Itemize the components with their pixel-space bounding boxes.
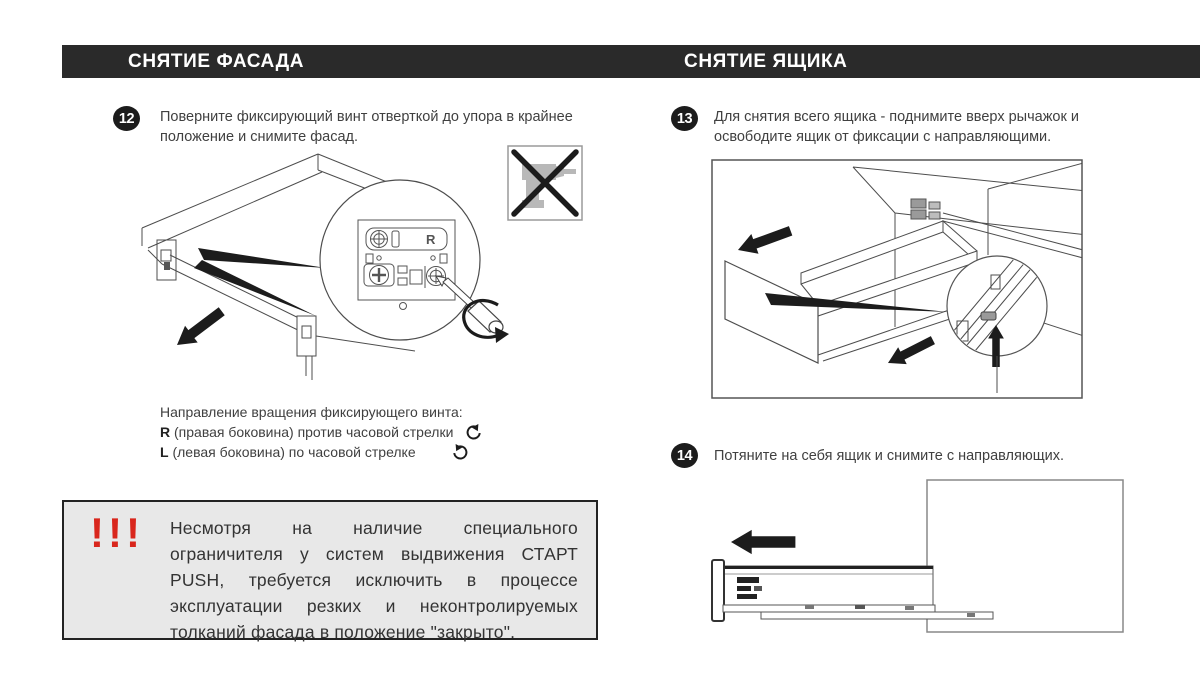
ccw-rotation-icon	[463, 423, 482, 442]
detail-r-label: R	[426, 232, 436, 247]
cw-rotation-icon	[452, 443, 471, 462]
step-14-number: 14	[676, 447, 693, 464]
warning-mark: !!!	[90, 509, 144, 556]
rotation-note-title: Направление вращения фиксирующего винта:	[160, 404, 463, 420]
step-12-text: Поверните фиксирующий винт отверткой до упора в крайнее положение и снимите фасад.	[160, 109, 573, 145]
drawer-side-top-edge	[142, 154, 318, 228]
rotation-note	[160, 402, 520, 462]
l-text: (левая боковина) по часовой стрелке	[172, 444, 416, 460]
l-bold: L	[160, 444, 169, 460]
step-13-text: Для снятия всего ящика - поднимите вверх рычажок и освободите ящик от фиксации с направляющими.	[714, 109, 1079, 145]
no-drill-icon	[508, 146, 582, 220]
drawer-pull-off-diagram	[705, 470, 1130, 645]
rotation-note-l-line	[160, 442, 416, 462]
section-header-facade-label: СНЯТИЕ ФАСАДА	[128, 50, 305, 72]
step-14-badge	[671, 443, 698, 468]
warning-text: Несмотря на наличие специального ограничителя у систем выдвижения СТАРТ PUSH, требуется исключить в процессе эксплуатации резких и неконтролируемых толканий фасада в положение "закрыто".	[169, 518, 578, 642]
rotation-note-r-line	[160, 422, 453, 442]
section-header-drawer-removal	[631, 45, 1200, 78]
detail-circle	[320, 180, 480, 340]
section-header-drawer-label: СНЯТИЕ ЯЩИКА	[684, 50, 848, 72]
section-header-facade-removal	[62, 45, 661, 78]
drawer-release-diagram	[705, 155, 1090, 405]
pull-direction-arrow-14	[731, 530, 795, 554]
facade-removal-diagram	[130, 138, 600, 408]
pull-direction-arrow	[171, 303, 228, 353]
callout-wedge-upper	[198, 248, 326, 268]
facade-side-view	[712, 560, 724, 621]
step-13-number: 13	[676, 110, 693, 127]
facade-bracket-left	[157, 240, 176, 280]
cabinet-side-view	[927, 480, 1123, 632]
step-12-badge	[113, 106, 140, 131]
step-14-text: Потяните на себя ящик и снимите с направляющих.	[714, 448, 1065, 464]
warning-box	[62, 500, 598, 640]
step-12-number: 12	[118, 110, 135, 127]
step-13-badge	[671, 106, 698, 131]
facade-bracket-right	[297, 316, 316, 356]
r-bold: R	[160, 424, 171, 440]
release-lever	[981, 312, 996, 320]
r-text: (правая боковина) против часовой стрелки	[174, 424, 454, 440]
